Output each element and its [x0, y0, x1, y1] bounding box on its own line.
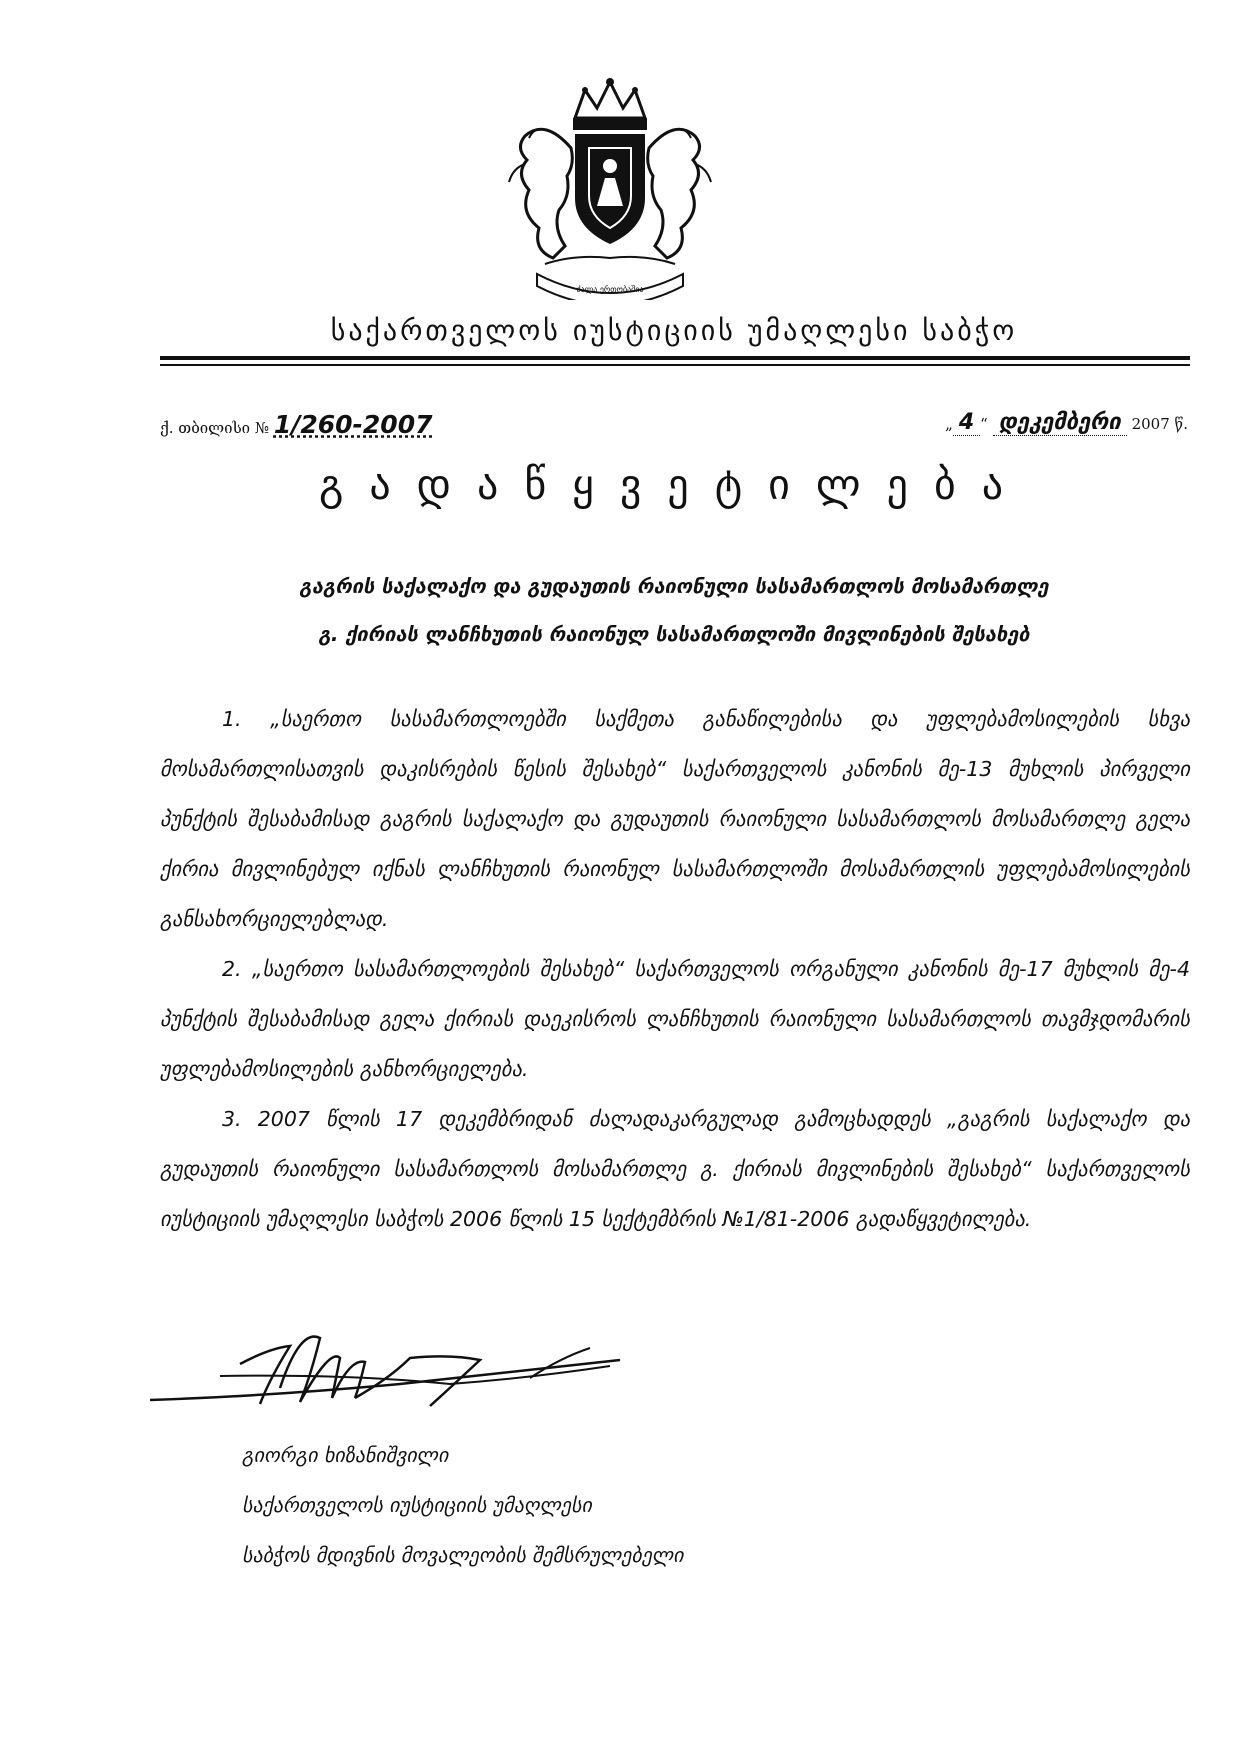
place-prefix: ქ. თბილისი № — [160, 419, 270, 437]
date-year: 2007 წ. — [1131, 415, 1188, 433]
document-number: 1/260-2007 — [273, 410, 433, 439]
paragraph-3: 3. 2007 წლის 17 დეკემბრიდან ძალადაკარგულად გამოცხადდეს „გაგრის საქალაქო და გუდაუთის რაიონული სასამართლოს მოსამართლე გ. ქირიას მივლინების შესახებ“ საქართველოს იუსტიციის უმაღლესი საბჭოს 2006 წლის 15 სექტემბრის №1/81-2006 გადაწყვეტილება. — [160, 1107, 1190, 1231]
signer-block — [242, 1430, 684, 1580]
handwritten-signature-icon — [150, 1318, 670, 1428]
subject-line-1: გაგრის საქალაქო და გუდაუთის რაიონული სასამართლოს მოსამართლე — [299, 574, 1049, 598]
date-line — [945, 410, 1188, 435]
signer-position-1: საქართველოს იუსტიციის უმაღლესი — [242, 1493, 592, 1517]
reference-number-line — [160, 410, 433, 439]
coat-of-arms-icon — [505, 78, 715, 300]
date-quote-open: „ — [945, 415, 953, 433]
institution-name: საქართველოს იუსტიციის უმაღლესი საბჭო — [330, 314, 1018, 347]
paragraph-1: 1. „საერთო სასამართლოებში საქმეთა განაწილებისა და უფლებამოსილების სხვა მოსამართლისათვის დაკისრების წესის შესახებ“ საქართველოს კანონის მე-13 მუხლის პირველი პუნქტის შესაბამისად გაგრის საქალაქო და გუდაუთის რაიონული სასამართლოს მოსამართლე გელა ქირია მივლინებულ იქნას ლანჩხუთის რაიონულ სასამართლოში მოსამართლის უფლებამოსილების განსახორციელებლად. — [160, 707, 1190, 931]
signer-position-2: საბჭოს მდივნის მოვალეობის შემსრულებელი — [242, 1543, 684, 1567]
document-title: გადაწყვეტილება — [318, 460, 1030, 509]
document-body — [160, 694, 1190, 1244]
date-day: 4 — [953, 410, 980, 436]
signer-name: გიორგი ხიზანიშვილი — [242, 1443, 449, 1467]
paragraph-2: 2. „საერთო სასამართლოების შესახებ“ საქართველოს ორგანული კანონის მე-17 მუხლის მე-4 პუნქტის შესაბამისად გელა ქირიას დაეკისროს ლანჩხუთის რაიონული სასამართლოს თავმჯდომარის უფლებამოსილების განხორციელება. — [160, 957, 1190, 1081]
date-month: დეკემბერი — [993, 410, 1127, 436]
emblem-motto: ძალა ერთობაშია — [576, 285, 644, 294]
document-subject — [160, 562, 1188, 658]
header-rule-thin — [160, 364, 1190, 366]
date-quote-close: “ — [980, 415, 988, 433]
subject-line-2: გ. ქირიას ლანჩხუთის რაიონულ სასამართლოში მივლინების შესახებ — [318, 622, 1030, 646]
header-rule-thick — [160, 356, 1190, 360]
